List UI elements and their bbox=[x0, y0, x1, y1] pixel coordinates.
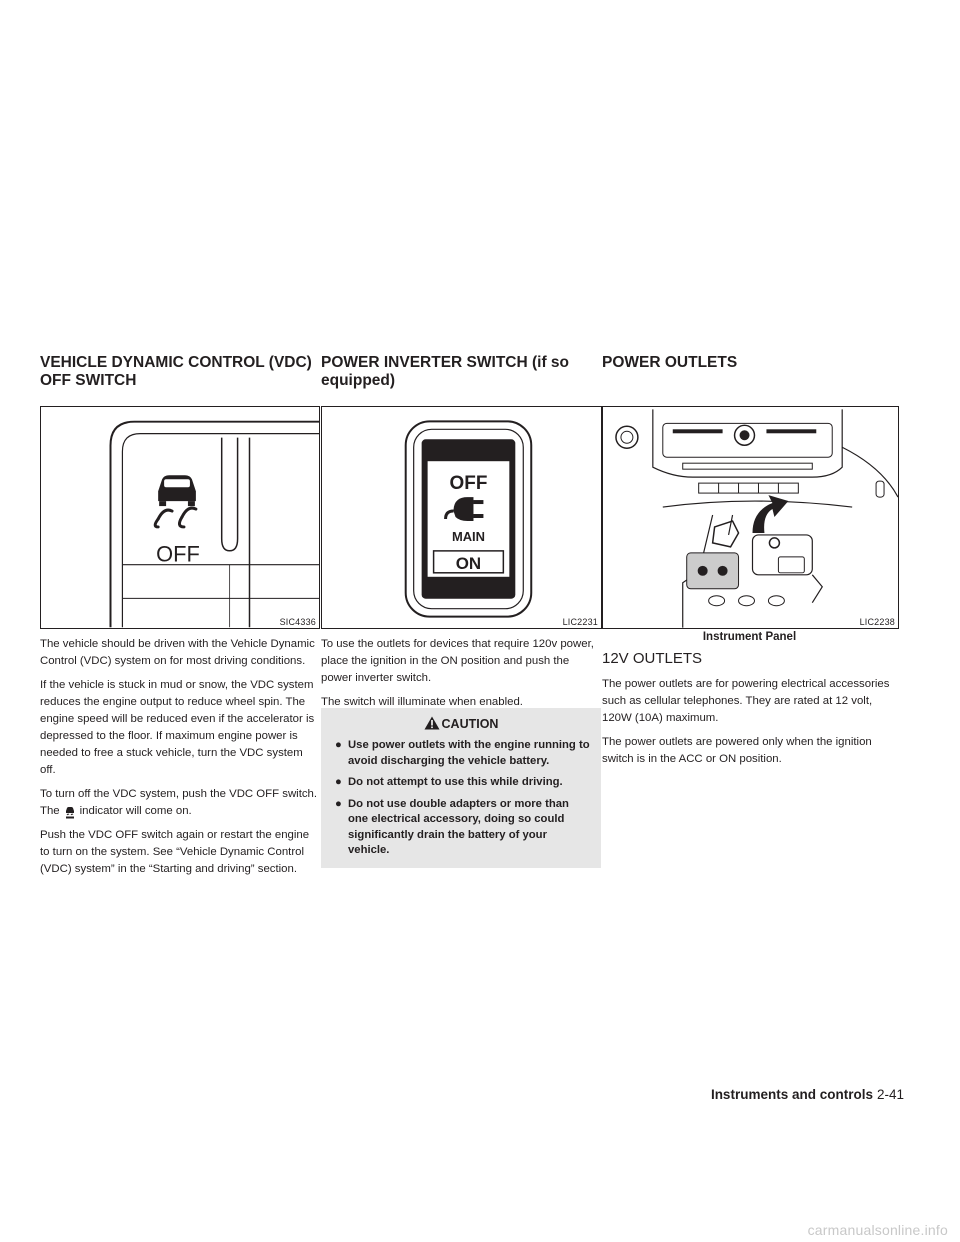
switch-label-on: ON bbox=[455, 553, 482, 573]
caution-list bbox=[335, 738, 591, 865]
watermark: carmanualsonline.info bbox=[807, 1222, 948, 1238]
inverter-switch-illustration bbox=[322, 407, 601, 628]
inverter-body-text bbox=[321, 636, 601, 718]
section-title-vdc: VEHICLE DYNAMIC CONTROL (VDC) OFF SWITCH bbox=[40, 354, 312, 389]
outlets-body-text bbox=[602, 676, 897, 775]
paragraph: The vehicle should be driven with the Vehicle Dynamic Control (VDC) system on for most driving conditions. bbox=[40, 638, 315, 667]
vdc-body-text bbox=[40, 636, 318, 885]
vdc-off-indicator-icon bbox=[63, 805, 77, 819]
figure-power-inverter-switch bbox=[321, 406, 602, 629]
subheading-12v-outlets: 12V OUTLETS bbox=[602, 650, 703, 667]
switch-label-off: OFF bbox=[449, 473, 488, 495]
paragraph: To turn off the VDC system, push the VDC OFF switch. The indicator will come on. bbox=[40, 788, 318, 817]
paragraph: To use the outlets for devices that require 120v power, place the ignition in the ON position and push the power inverter switch. bbox=[321, 638, 594, 684]
footer-section-name: Instruments and controls bbox=[710, 1087, 873, 1102]
car-icon bbox=[158, 475, 196, 506]
warning-triangle-icon bbox=[424, 716, 440, 730]
figure-vdc-off-switch bbox=[40, 406, 320, 629]
paragraph: The power outlets are for powering electrical accessories such as cellular telephones. They are rated at 12 volt, 120W (10A) maximum. bbox=[602, 678, 890, 724]
paragraph: Push the VDC OFF switch again or restart the engine to turn on the system. See “Vehicle Dynamic Control (VDC) system” in the “Starting and driving” section. bbox=[40, 829, 310, 875]
section-title-power-outlets: POWER OUTLETS bbox=[602, 354, 738, 371]
instrument-panel-illustration bbox=[603, 407, 898, 628]
paragraph: The power outlets are powered only when the ignition switch is in the ACC or ON position. bbox=[602, 736, 872, 765]
figure-power-outlets bbox=[602, 406, 899, 629]
vdc-switch-illustration bbox=[41, 407, 319, 628]
figure-code: LIC2238 bbox=[859, 617, 895, 627]
caution-item: ● Do not use double adapters or more than one electrical accessory, doing so could significantly drain the battery of your vehicle. bbox=[335, 797, 569, 856]
page-footer bbox=[711, 1087, 904, 1102]
switch-label-main: MAIN bbox=[451, 528, 486, 544]
section-title-power-inverter: POWER INVERTER SWITCH (if so equipped) bbox=[321, 354, 569, 389]
page-number: 2-41 bbox=[876, 1087, 904, 1102]
paragraph: The switch will illuminate when enabled. bbox=[321, 696, 523, 708]
switch-label-off: OFF bbox=[156, 541, 200, 567]
figure-code: SIC4336 bbox=[279, 617, 316, 627]
paragraph: If the vehicle is stuck in mud or snow, the VDC system reduces the engine output to reduce wheel spin. The engine speed will be reduced even if the accelerator is depressed to the floor. If maximum engine power is needed to free a stuck vehicle, turn the VDC system off. bbox=[40, 679, 315, 776]
caution-heading: CAUTION bbox=[321, 716, 601, 731]
caution-box bbox=[321, 708, 601, 868]
figure-caption: Instrument Panel bbox=[702, 631, 797, 643]
figure-code: LIC2231 bbox=[562, 617, 598, 627]
caution-item: ● Do not attempt to use this while driving. bbox=[335, 776, 563, 788]
skid-lines-icon bbox=[155, 508, 196, 527]
caution-item: ● Use power outlets with the engine running to avoid discharging the vehicle battery. bbox=[335, 739, 590, 767]
